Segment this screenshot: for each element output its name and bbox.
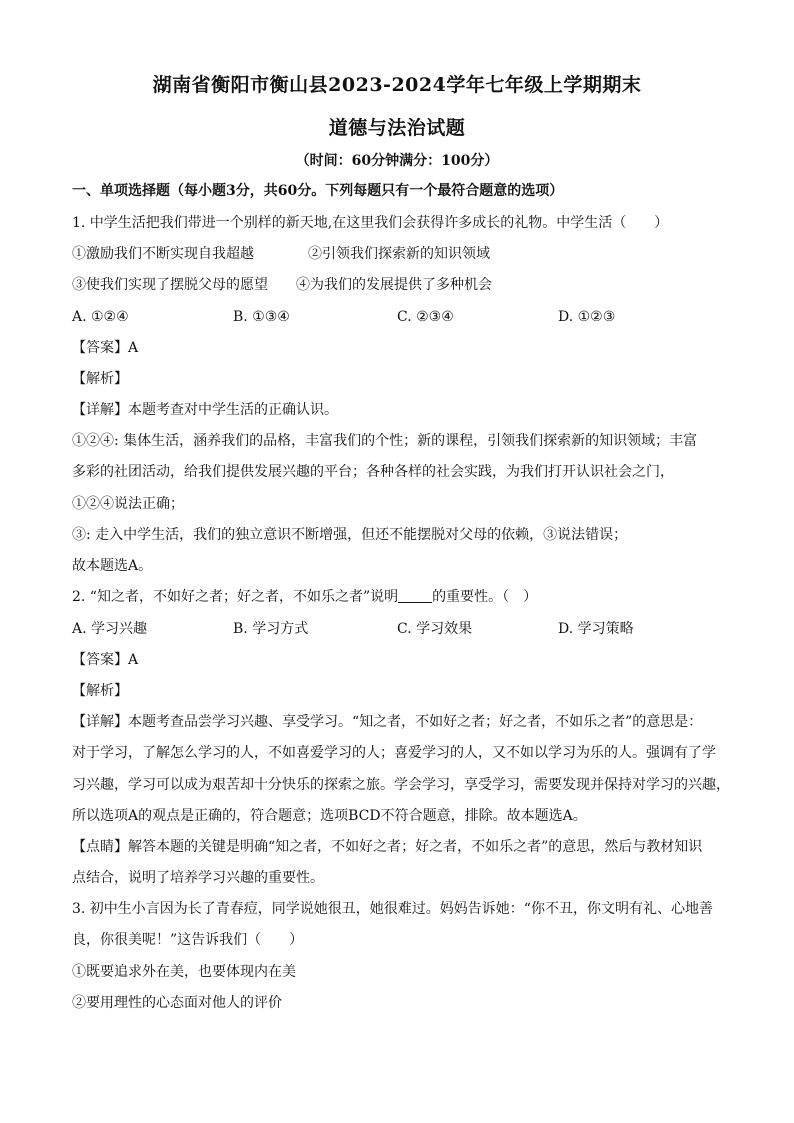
q1-conclusion: 故本题选A。 xyxy=(72,558,153,574)
q1-explanation-1: ①②④: 集体生活，涵养我们的品格，丰富我们的个性；新的课程，引领我们探索新的知识领域；丰富 xyxy=(72,433,698,449)
q2-answer-blank xyxy=(398,588,432,603)
q1-option-c: C. ②③④ xyxy=(397,309,454,325)
q2-detail-1: 【详解】本题考查品尝学习兴趣、享受学习。“知之者，不如好之者；好之者，不如乐之者”的意思是： xyxy=(72,714,703,730)
q1-statement-1: ①激励我们不断实现自我超越 xyxy=(72,246,254,262)
q2-stem-part-1: 2. “知之者，不如好之者；好之者，不如乐之者”说明 xyxy=(72,589,399,605)
q2-analysis-label: 【解析】 xyxy=(72,683,128,699)
exam-title: 湖南省衡阳市衡山县2023-2024学年七年级上学期期末 xyxy=(152,74,642,96)
q2-option-b: B. 学习方式 xyxy=(233,621,309,637)
q1-explanation-4: ③: 走入中学生活，我们的独立意识不断增强，但还不能摆脱对父母的依赖，③说法错误； xyxy=(72,527,628,543)
q1-explanation-2: 多彩的社团活动，给我们提供发展兴趣的平台；各种各样的社会实践，为我们打开认识社会之门， xyxy=(72,464,674,480)
q2-detail-3: 习兴趣，学习可以成为艰苦却十分快乐的探索之旅。学会学习，享受学习，需要发现并保持对学习的兴趣， xyxy=(72,777,730,793)
q3-statement-2: ②要用理性的心态面对他人的评价 xyxy=(72,995,282,1011)
q3-stem-2: 良，你很美呢！”这告诉我们（ ） xyxy=(72,932,304,948)
q1-option-a: A. ①②④ xyxy=(72,309,129,325)
q1-statement-4: ④为我们的发展提供了多种机会 xyxy=(296,277,492,293)
q1-option-d: D. ①②③ xyxy=(558,309,616,325)
q1-option-b: B. ①③④ xyxy=(233,309,290,325)
q2-option-d: D. 学习策略 xyxy=(558,621,634,637)
q2-detail-4: 所以选项A的观点是正确的，符合题意；选项BCD不符合题意，排除。故本题选A。 xyxy=(72,808,587,824)
q1-detail: 【详解】本题考查对中学生活的正确认识。 xyxy=(72,402,338,418)
q3-stem-1: 3. 初中生小言因为长了青春痘，同学说她很丑，她很难过。妈妈告诉她：“你不丑，你文明有礼、心地善 xyxy=(72,901,713,917)
q1-statement-2: ②引领我们探索新的知识领域 xyxy=(308,246,490,262)
q2-detail-2: 对于学习，了解怎么学习的人，不如喜爱学习的人；喜爱学习的人，又不如以学习为乐的人。强调有了学 xyxy=(72,745,716,761)
q1-analysis-label: 【解析】 xyxy=(72,371,128,387)
time-note: （时间：60分钟满分：100分） xyxy=(295,153,499,169)
q2-option-c: C. 学习效果 xyxy=(397,621,473,637)
q2-option-a: A. 学习兴趣 xyxy=(72,621,148,637)
q3-statement-1: ①既要追求外在美，也要体现内在美 xyxy=(72,964,296,980)
section-heading: 一、单项选择题（每小题3分，共60分。下列每题只有一个最符合题意的选项） xyxy=(72,183,564,199)
q1-statement-3: ③使我们实现了摆脱父母的愿望 xyxy=(72,277,268,293)
q1-answer: 【答案】A xyxy=(72,340,139,356)
q2-answer: 【答案】A xyxy=(72,652,139,668)
q1-stem: 1. 中学生活把我们带进一个别样的新天地,在这里我们会获得许多成长的礼物。中学生活（ ） xyxy=(72,215,669,231)
q1-explanation-3: ①②④说法正确； xyxy=(72,496,184,512)
q2-key-point-2: 点结合，说明了培养学习兴趣的重要性。 xyxy=(72,870,324,886)
exam-subtitle: 道德与法治试题 xyxy=(328,117,466,139)
q2-key-point-1: 【点睛】解答本题的关键是明确“知之者，不如好之者；好之者，不如乐之者”的意思，然后与教材知识 xyxy=(72,839,703,855)
q2-stem-part-2: 的重要性。（ ） xyxy=(432,589,538,605)
q2-stem xyxy=(72,587,732,607)
